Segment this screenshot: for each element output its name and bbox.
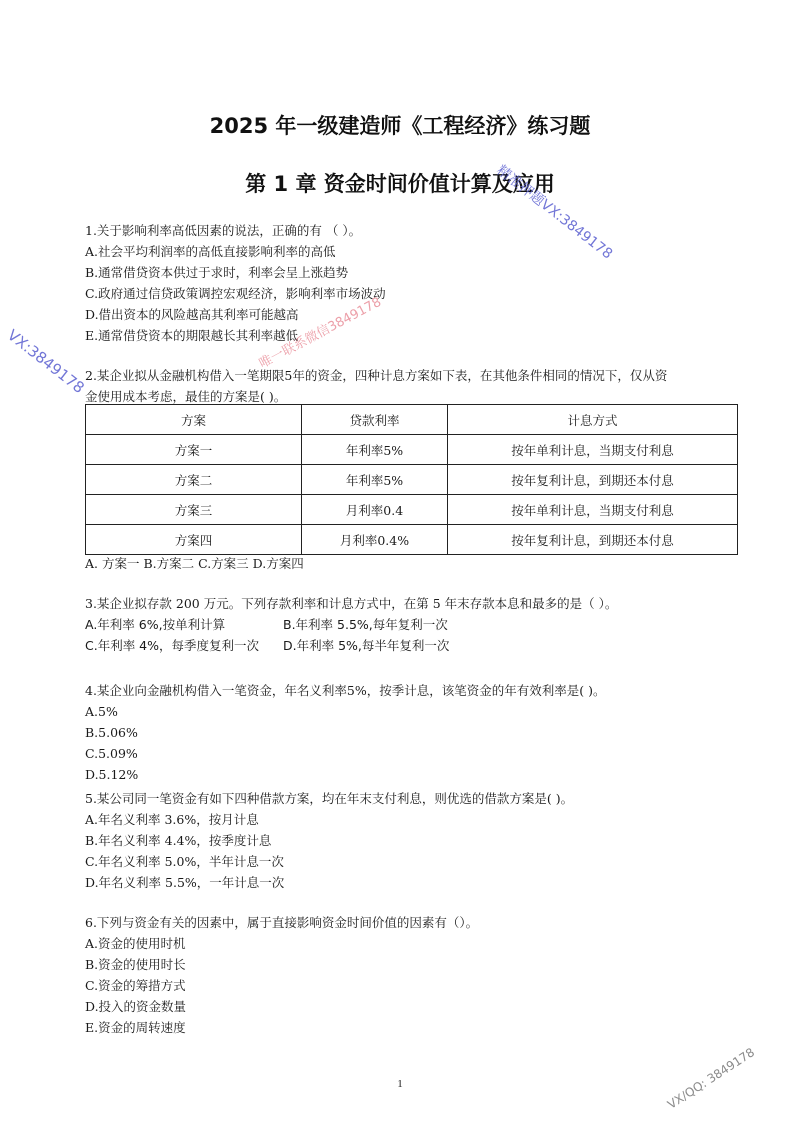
question-1-option-b: B.通常借贷资本供过于求时，利率会呈上涨趋势 <box>85 265 349 280</box>
table-header-cell: 方案 <box>86 405 302 435</box>
question-3 <box>85 593 617 656</box>
question-4-stem: 4.某企业向金融机构借入一笔资金，年名义利率5%，按季计息，该笔资金的年有效利率是( )。 <box>85 683 606 698</box>
question-5-option-c: C.年名义利率 5.0%，半年计息一次 <box>85 854 284 869</box>
table-cell: 方案二 <box>86 465 302 495</box>
question-5-option-d: D.年名义利率 5.5%，一年计息一次 <box>85 875 285 890</box>
chapter-title: 第 1 章 资金时间价值计算及应用 <box>245 172 555 196</box>
question-4-option-b: B.5.06% <box>85 725 138 740</box>
question-6-option-e: E.资金的周转速度 <box>85 1020 186 1035</box>
question-5-option-a: A.年名义利率 3.6%，按月计息 <box>85 812 259 827</box>
table-row <box>86 435 738 465</box>
question-4-option-d: D.5.12% <box>85 767 139 782</box>
table-cell: 月利率0.4 <box>302 495 448 525</box>
table-cell: 按年复利计息，到期还本付息 <box>448 525 738 555</box>
question-2 <box>85 365 667 407</box>
question-1-option-a: A.社会平均利润率的高低直接影响利率的高低 <box>85 244 336 259</box>
table-cell: 按年单利计息，当期支付利息 <box>448 435 738 465</box>
question-1-option-e: E.通常借贷资本的期限越长其利率越低 <box>85 328 299 343</box>
question-3-option-a: A.年利率 6%,按单利计算 <box>85 617 226 632</box>
watermark-top-right: 精准押题VX:3849178 <box>493 162 616 263</box>
question-6-option-c: C.资金的筹措方式 <box>85 978 186 993</box>
question-4 <box>85 680 606 785</box>
table-cell: 按年复利计息，到期还本付息 <box>448 465 738 495</box>
watermark-center: 唯一联系微信3849178 <box>256 294 384 372</box>
question-4-option-c: C.5.09% <box>85 746 138 761</box>
question-2-options: A. 方案一 B.方案二 C.方案三 D.方案四 <box>85 556 304 571</box>
table-cell: 方案一 <box>86 435 302 465</box>
table-cell: 年利率5% <box>302 435 448 465</box>
table-cell: 方案四 <box>86 525 302 555</box>
question-5-option-b: B.年名义利率 4.4%，按季度计息 <box>85 833 272 848</box>
table-header-row <box>86 405 738 435</box>
question-6-option-a: A.资金的使用时机 <box>85 936 186 951</box>
table-cell: 年利率5% <box>302 465 448 495</box>
question-2-stem-line1: 2.某企业拟从金融机构借入一笔期限5年的资金，四种计息方案如下表，在其他条件相同的情况下，仅从资 <box>85 368 668 383</box>
question-6-option-d: D.投入的资金数量 <box>85 999 187 1014</box>
question-3-options-row1 <box>85 614 617 635</box>
plan-table <box>85 404 738 555</box>
question-1-option-d: D.借出资本的风险越高其利率可能越高 <box>85 307 299 322</box>
table-row <box>86 495 738 525</box>
table-cell: 方案三 <box>86 495 302 525</box>
question-6-option-b: B.资金的使用时长 <box>85 957 186 972</box>
question-3-options-row2 <box>85 635 617 656</box>
page-number: 1 <box>397 1078 403 1090</box>
question-4-option-a: A.5% <box>85 704 118 719</box>
question-1-stem: 1.关于影响利率高低因素的说法，正确的有 （ ）。 <box>85 223 362 238</box>
question-3-stem: 3.某企业拟存款 200 万元。下列存款利率和计息方式中，在第 5 年末存款本息和最多的是（ ）。 <box>85 596 618 611</box>
question-1-option-c: C.政府通过信贷政策调控宏观经济，影响利率市场波动 <box>85 286 386 301</box>
question-5-stem: 5.某公司同一笔资金有如下四种借款方案，均在年末支付利息，则优选的借款方案是( )。 <box>85 791 574 806</box>
table-cell: 按年单利计息，当期支付利息 <box>448 495 738 525</box>
table-row <box>86 525 738 555</box>
watermark-left: VX:3849178 <box>3 326 88 398</box>
table-header-cell: 贷款利率 <box>302 405 448 435</box>
table-row <box>86 465 738 495</box>
question-6 <box>85 912 478 1038</box>
question-6-stem: 6.下列与资金有关的因素中，属于直接影响资金时间价值的因素有（）。 <box>85 915 479 930</box>
question-5 <box>85 788 573 893</box>
table-header-cell: 计息方式 <box>448 405 738 435</box>
question-3-option-b: B.年利率 5.5%,每年复利一次 <box>283 617 448 632</box>
question-2-stem-line2: 金使用成本考虑，最佳的方案是( )。 <box>85 389 287 404</box>
table-cell: 月利率0.4% <box>302 525 448 555</box>
question-3-option-c: C.年利率 4%，每季度复利一次 <box>85 638 260 653</box>
question-3-option-d: D.年利率 5%,每半年复利一次 <box>283 638 450 653</box>
document-title: 2025 年一级建造师《工程经济》练习题 <box>209 114 591 138</box>
watermark-bottom-right: VX/QQ: 3849178 <box>665 1045 758 1112</box>
